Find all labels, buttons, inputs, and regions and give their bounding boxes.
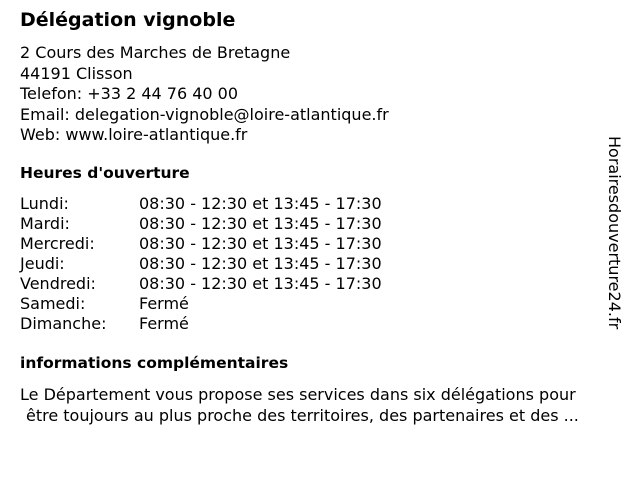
hours-heading: Heures d'ouverture [20, 164, 190, 182]
day-label: Samedi: [20, 294, 86, 313]
time-value: Fermé [139, 314, 189, 333]
day-label: Jeudi: [20, 254, 65, 273]
site-watermark: Horairesdouverture24.fr [605, 136, 624, 330]
day-label: Mardi: [20, 214, 70, 233]
web-line: Web: www.loire-atlantique.fr [20, 125, 248, 144]
page-title: Délégation vignoble [20, 9, 236, 31]
time-value: 08:30 - 12:30 et 13:45 - 17:30 [139, 254, 382, 273]
email-line: Email: delegation-vignoble@loire-atlantique.fr [20, 104, 389, 124]
phone-line: Telefon: +33 2 44 76 40 00 [20, 84, 239, 103]
day-label: Dimanche: [20, 314, 107, 333]
address-city: 44191 Clisson [20, 63, 133, 83]
time-value: 08:30 - 12:30 et 13:45 - 17:30 [139, 234, 382, 253]
day-label: Mercredi: [20, 234, 95, 253]
info-heading: informations complémentaires [20, 354, 289, 372]
time-value: 08:30 - 12:30 et 13:45 - 17:30 [139, 274, 382, 293]
time-value: 08:30 - 12:30 et 13:45 - 17:30 [139, 214, 382, 233]
day-label: Vendredi: [20, 274, 96, 293]
info-description [20, 384, 635, 426]
description-line: être toujours au plus proche des territoires, des partenaires et des ... [26, 406, 579, 425]
time-value: 08:30 - 12:30 et 13:45 - 17:30 [139, 194, 382, 213]
description-line: Le Département vous propose ses services dans six délégations pour [20, 385, 576, 404]
time-value: Fermé [139, 294, 189, 313]
day-label: Lundi: [20, 194, 69, 213]
address-street: 2 Cours des Marches de Bretagne [20, 43, 291, 62]
contact-block [20, 43, 389, 146]
